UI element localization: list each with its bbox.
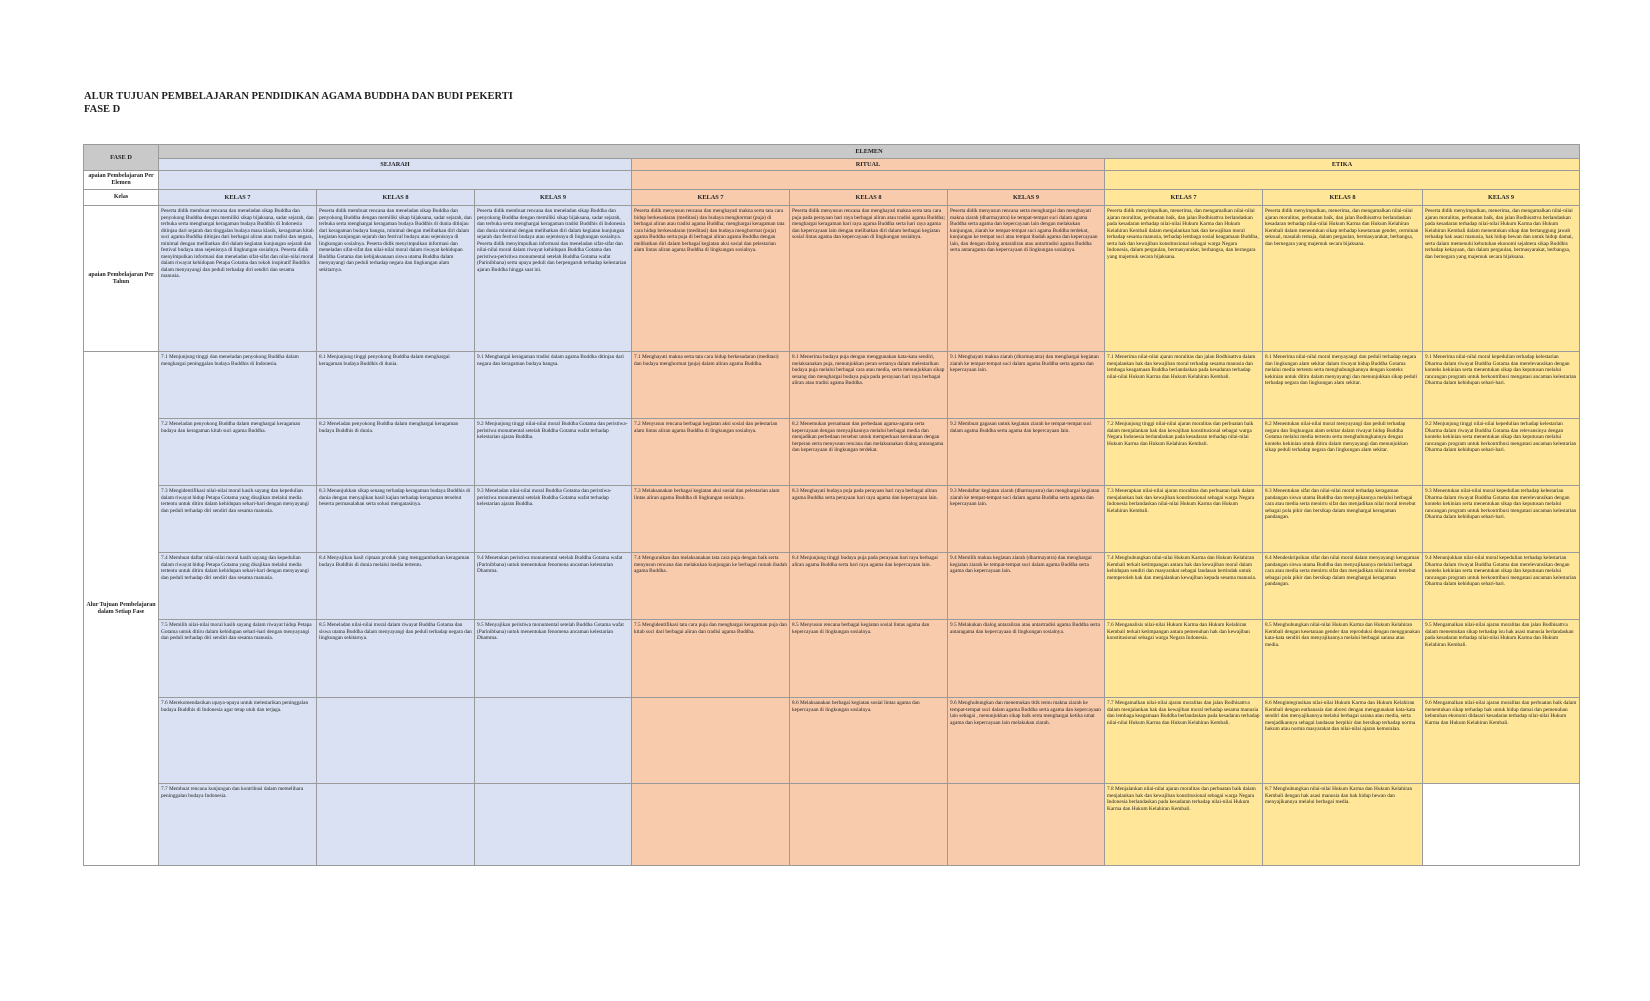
atp-cell-ritual: 8.3 Menghayati budaya puja pada perayaan hari raya berbagai aliran agama Buddha serta perayaan hari raya agama dan kepercayaan lain.: [790, 486, 948, 553]
atp-cell-etika: 8.2 Menentukan nilai-nilai moral menyayangi dan peduli terhadap negara dan lingkungan alam sekitar dalam riwayat hidup Buddha Gotama melalui media tertentu serta menghubungkannya dengan konteks kekinian untuk ditiru dalam menyayangi dan menunjukkan sikap peduli terhadap negara dan lingkungan alam sekitar.: [1263, 419, 1423, 486]
atp-cell-etika: 9.1 Menerima nilai-nilai moral kepedulian terhadap kelestarian Dharma dalam riwayat Buddha Gotama dan merelevansikan dengan konteks kekinian serta menentukan sikap dan keputusan melalui rancangan program untuk berkontribusi mengatasi ancaman kelestarian Dharma dalam kehidupan sehari-hari.: [1423, 352, 1580, 419]
kelas-header-sejarah: KELAS 8: [317, 190, 475, 206]
atp-cell-etika: 7.1 Menerima nilai-nilai ajaran moralitas dan jalan Bodhisattva dalam menjalankan hak dan kewajiban moral terhadap sesama manusia dan lembaga keagamaan Buddha berlandaskan pada kesadaran terhadap nilai-nilai Hukum Karma dan Hukum Kelahiran Kembali.: [1105, 352, 1263, 419]
atp-cell-sejarah: [317, 698, 475, 784]
atp-cell-etika: 9.4 Menunjukkan nilai-nilai moral kepedulian terhadap kelestarian Dharma dalam riwayat Buddha Gotama dan merelevansikan dengan konteks kekinian serta menentukan sikap dan keputusan melalui rancangan program untuk berkontribusi mengatasi ancaman kelestarian Dharma dalam kehidupan sehari-hari.: [1423, 553, 1580, 620]
atp-cell-etika: 8.4 Mendeskripsikan sifat dan nilai moral dalam menyayangi keragaman pandangan siswa utama Buddha dan menyajikannya melalui berbagai cara atau media serta menirru sifat dan menjadikan nilai moral tersebut sebagai pola pikir dan bersikap dalam menghargai keragaman pandangan.: [1263, 553, 1423, 620]
sejarah-header: SEJARAH: [159, 159, 632, 171]
title-line-1: ALUR TUJUAN PEMBELAJARAN PENDIDIKAN AGAMA BUDDHA DAN BUDI PEKERTI: [84, 91, 513, 102]
atp-cell-ritual: 7.4 Menguraikan dan melaksanakan tata cara puja dengan baik serta menyusun rencana dan melakukan kunjungan ke berbagai rumah ibadah agama Buddha.: [632, 553, 790, 620]
atp-cell-etika: 9.5 Mengamalkan nilai-nilai ajaran moralitas dan jalan Bodhisattva dalam menentukan sikap terhadap isu hak asasi manusia berlandaskan pada kesadaran terhadap nilai-nilai Hukum Karma dan Hukum Kelahiran Kembali.: [1423, 620, 1580, 698]
atp-cell-sejarah: 9.5 Menyajikan peristiwa monumental setelah Buddha Gotama wafat (Parinibbana) untuk menentukan fenomena ancaman kelestarian Dhamma.: [475, 620, 632, 698]
atp-cell-ritual: 9.3 Mendaftar kegiatan ziarah (dharmayatra) dan menghargai kegiatan ziarah ke tempat-tempat suci dalam agama Buddha serta agama dan kepercayaan lain.: [948, 486, 1105, 553]
atp-row: [84, 352, 1580, 419]
atp-cell-etika: 9.6 Mengamalkan nilai-nilai ajaran moralitas dan perbuatan baik dalam menentukan sikap terhadap hak untuk hidup damai dan pemenuhan kebutuhan ekonomi didasari kesadaran terhadap nilai-nilai Hukum Karma dan Hukum Kelahiran Kembali.: [1423, 698, 1580, 784]
atp-row: [84, 784, 1580, 866]
atp-cell-ritual: 8.5 Menyusun rencana berbagai kegiatan sosial lintas agama dan kepercayaan di lingkungan sosialnya.: [790, 620, 948, 698]
atp-cell-ritual: 7.1 Menghayati makna serta tata cara hidup berkesadaran (meditasi) dan budaya menghormat (puja) dalam aliran agama Buddha.: [632, 352, 790, 419]
cp-etika-cell: [1105, 171, 1580, 190]
kelas-header-ritual: KELAS 7: [632, 190, 790, 206]
atp-cell-sejarah: 7.4 Membuat daftar nilai-nilai moral kasih sayang dan kepedulian dalam riwayat hidup Petapa Gotama yang disajikan melalui media tertentu untuk ditiru dalam kehidupan sehari-hari dengan menyayangi dan peduli terhadap diri sendiri dan sesama manusia.: [159, 553, 317, 620]
atp-row: [84, 553, 1580, 620]
atp-row: [84, 698, 1580, 784]
ritual-header: RITUAL: [632, 159, 1105, 171]
cp-tahun-cell-sejarah: Peserta didik membuat rencana dan meneladan sikap Buddha dan penyokong Buddha dengan memiliki sikap bijaksana, sadar sejarah, dan terbuka serta menghargai keragaman tradisi Buddhis di Indonesia dan dunia minimal dengan melibatkan diri dalam kegiatan kunjungan sejarah dan festival budaya atau sejenisnya di lingkungan sosialnya. Peserta didik menyimpulkan informasi dan meneladan sifat-sifat dan nilai-nilai moral dalam riwayat kehidupan Buddha Gotama dan peristiwa-peristiwa monumental setelah Buddha Gotama wafat (Parinibbana) serta upaya peduli dan berpengaruh terhadap kelestarian ajaran Buddha hingga saat ini.: [475, 206, 632, 352]
cp-tahun-cell-etika: Peserta didik menyimpulkan, menerima, dan mengamalkan nilai-nilai ajaran moralitas, perbuatan baik, dan jalan Bodhisattva berlandaskan pada kesadaran terhadap nilai-nilai Hukum Karma dan Hukum Kelahiran Kembali dalam menentukan sikap dan bertanggung jawab terhadap hak asasi manusia, hak hidup hewan dan untuk hidup damai, serta dalam memenuhi kebutuhan ekonomi sejahtera sikap Buddhis terhadap kekayaan, dan dalam pergaulan, bermasyarakat, berbangsa, dan bernegara yang majemuk secara bijaksana.: [1423, 206, 1580, 352]
atp-cell-etika: 7.8 Menjalankan nilai-nilai ajaran moralitas dan perbuatan baik dalam menjalankan hak dan kewajiban konstitusional sebagai warga Negara Indonesia berlandaskan pada kesadaran terhadap nilai-nilai Hukum Karma dan Hukum Kelahiran Kembali.: [1105, 784, 1263, 866]
atp-cell-ritual: [632, 784, 790, 866]
atp-cell-ritual: 9.6 Menghubungkan dan menemukan titik temu makna ziarah ke tempat-tempat suci dalam agama Buddha serta agama dan kepercayaan lain sebagai , menunjukkan sikap baik serta menghargai ketika umat agama dan kepercayaan lain melakukan ziarah.: [948, 698, 1105, 784]
atp-cell-ritual: 7.5 Mengidentifikasi tata cara puja dan menghargai keragaman puja dan kitab suci dari berbagai aliran dan tradisi agama Buddha.: [632, 620, 790, 698]
atp-row: [84, 620, 1580, 698]
cp-tahun-label: apaian Pembelajaran Per Tahun: [84, 206, 159, 352]
atp-cell-etika: 7.6 Menganalisis nilai-nilai Hukum Karma dan Hukum Kelahiran Kembali terkait ketimpangan antara pemenuhan hak dan kewajiban konstitusional sebagai warga Negara Indonesia.: [1105, 620, 1263, 698]
atp-cell-ritual: 9.1 Menghayati makna ziarah (dharmayatra) dan menghargai kegiatan ziarah ke tempat-tempat suci dalam agama Buddha serta agama dan kepercayaan lain.: [948, 352, 1105, 419]
atp-cell-sejarah: [475, 698, 632, 784]
atp-label: Alur Tujuan Pembelajaran dalam Setiap Fase: [84, 352, 159, 866]
atp-cell-etika: 9.3 Menentukan nilai-nilai moral kepedulian terhadap kelestarian Dharma dalam riwayat Buddha Gotama dan merelevansikan dengan konteks kekinian serta menentukan sikap dan keputusan melalui rancangan program untuk berkontribusi mengatasi ancaman kelestarian Dharma dalam kehidupan sehari-hari.: [1423, 486, 1580, 553]
atp-cell-sejarah: 7.5 Memilih nilai-nilai moral kasih sayang dalam riwayat hidup Petapa Gotama untuk ditiru dalam kehidupan sehari-hari dengan menyayangi dan peduli terhadap diri sendiri dan sesama manusia.: [159, 620, 317, 698]
atp-cell-etika: 7.4 Menghubungkan nilai-nilai Hukum Karma dan Hukum Kelahiran Kembali terkait ketimpangan antara hak dan kewajiban moral dalam kehidupan sendiri dan masyarakat sebagai landasan bertindak untuk memperoleh hak dan menjalankan kewajiban kepada sesama manusia.: [1105, 553, 1263, 620]
atp-cell-ritual: 8.1 Menerima budaya puja dengan menggunakan kata-kata sendiri, melaksanakan puja, menunjukkan peran sertanya dalam melestarikan budaya puja melalui berbagai cara atau media, serta menunjukkan sikap senang dan menghargai budaya puja pada perayaan hari raya berbagai aliran atau tradisi agama Buddha.: [790, 352, 948, 419]
atp-cell-ritual: [632, 698, 790, 784]
kelas-header-ritual: KELAS 9: [948, 190, 1105, 206]
atp-cell-sejarah: 9.3 Meneladan nilai-nilai moral Buddha Gotama dan peristiwa-peristiwa monumental setelah Buddha Gotama wafat terhadap kelestarian ajaran Buddha.: [475, 486, 632, 553]
atp-cell-ritual: [790, 784, 948, 866]
atp-cell-sejarah: 7.7 Membuat rencana kunjungan dan kontribusi dalam memelihara peninggalan budaya Indonesia.: [159, 784, 317, 866]
cp-tahun-cell-ritual: Peserta didik menyusun rencana dan menghayati makna serta tata cara puja pada perayaan hari raya berbagai aliran atau tradisi agama Buddha; menghargai keragaman hari raya agama Buddha serta hari raya agama dan kepercayaan lain dengan melibatkan diri dalam berbagai kegiatan sosial lintas agama dan kepercayaan di lingkungan sosialnya.: [790, 206, 948, 352]
atp-cell-etika: 7.3 Menerapkan nilai-nilai ajaran moralitas dan perbuatan baik dalam menjalankan hak dan kewajiban konstitusional sebagai warga Negara Indonesia berlandaskan nilai-nilai Hukum Karma dan Hukum Kelahiran Kembali.: [1105, 486, 1263, 553]
fase-header: FASE D: [84, 145, 159, 171]
cp-ritual-cell: [632, 171, 1105, 190]
kelas-header-sejarah: KELAS 7: [159, 190, 317, 206]
cp-tahun-cell-sejarah: Peserta didik membuat rencana dan meneladan sikap Buddha dan penyokong Buddha dengan memiliki sikap bijaksana, sadar sejarah, dan terbuka serta menghargai keragaman budaya Buddhis di Indonesia ditinjau dari sejarah dan tinggalan budaya masa klasik, keragaman kitab suci agama Buddha ditinjau dari berbagai aliran atau tradisi dan negara, minimal dengan melibatkan diri dalam kegiatan kunjungan sejarah dan festival budaya atau sejenisnya di lingkungan sosialnya. Peserta didik menyimpulkan informasi dan meneladan sifat-sifat dan nilai-nilai moral dalam riwayat kehidupan Petapa Gotama dan tokoh inspiratif Buddhis dalam menyayangi dan peduli terhadap diri sendiri dan sesama manusia.: [159, 206, 317, 352]
title-line-2: FASE D: [84, 104, 121, 115]
cp-tahun-cell-ritual: Peserta didik menyusun rencana dan menghayati makna serta tata cara hidup berkesadaran (meditasi) dan budaya menghormat (puja) di berbagai aliran atau tradisi agama Buddha; menghargai keragaman tata cara hidup berkesadaran (meditasi) dan budaya menghormat (puja) agama Buddha serta puja di berbagai aliran agama Buddha dengan melibatkan diri dalam berbagai kegiatan aksi sosial dan pelestarian alam lintas aliran agama Buddha di lingkungan sosialnya.: [632, 206, 790, 352]
atp-cell-ritual: 8.2 Menemukan persamaan dan perbedaan agama-agama serta kepercayaan dengan menyajikannya melalui berbagai media dan menjadikan perbedaan tersebut untuk memperkuat kerukunan dengan berperan serta menyusun rencana dan melaksanakan dialog antaragama dan kepercayaan di lingkungan terdekat.: [790, 419, 948, 486]
atp-cell-sejarah: 8.5 Meneladan nilai-nilai moral dalam riwayat Buddha Gotama dan siswa utama Buddha dalam menyayangi dan peduli terhadap negara dan lingkungan sekitarnya.: [317, 620, 475, 698]
kelas-header-sejarah: KELAS 9: [475, 190, 632, 206]
kelas-label: Kelas: [84, 190, 159, 206]
cp-tahun-cell-etika: Peserta didik menyimpulkan, menerima, dan mengamalkan nilai-nilai ajaran moralitas, perbuatan baik, dan jalan Bodhisattva berlandaskan kesadaran terhadap nilai-nilai Hukum Karma dan Hukum Kelahiran Kembali dalam menentukan sikap terhadap kesetaraan gender, cerminan seksual, masalah remaja, dalam pergaulan, bermasyarakat, berbangsa, dan bernegara yang majemuk secara bijaksana.: [1263, 206, 1423, 352]
atp-cell-sejarah: 9.1 Menghargai keragaman tradisi dalam agama Buddha ditinjau dari negara dan keragaman budaya bangsa.: [475, 352, 632, 419]
atp-cell-sejarah: 9.2 Menjunjung tinggi nilai-nilai moral Buddha Gotama dan peristiwa-peristiwa monumental setelah Buddha Gotama wafat terhadap kelestarian ajaran Buddha.: [475, 419, 632, 486]
atp-cell-etika: 8.3 Menentukan sifat dan nilai-nilai moral terhadap keragaman pandangan siswa utama Buddha dan menyajikannya melalui berbagai cara atau media serta menirru sifat dan menjadikan nilai moral tersebut sebagai pola pikir dan bersikap dalam menghargai keragaman pandangan.: [1263, 486, 1423, 553]
atp-cell-etika: 8.7 Menghubungkan nilai-nilai Hukum Karma dan Hukum Kelahiran Kembali dengan hak asasi manusia dan hak hidup hewan dan menyajikannya melalui berbagai media.: [1263, 784, 1423, 866]
kelas-header-etika: KELAS 7: [1105, 190, 1263, 206]
cp-per-elemen-label: apaian Pembelajaran Per Elemen: [84, 171, 159, 190]
atp-cell-etika: 7.7 Mengamalkan nilai-nilai ajaran moralitas dan jalan Bodhisattva dalam menjalankan hak dan kewajiban moral terhadap sesama manusia dan lembaga keagamaan Buddha berlandaskan pada kesadaran terhadap nilai-nilai Hukum Karma dan Hukum Kelahiran Kembali.: [1105, 698, 1263, 784]
atp-cell-sejarah: 7.3 Mengidentifikasi nilai-nilai moral kasih sayang dan kepedulian dalam riwayat hidup Petapa Gotama yang disajikan melalui media tertentu untuk ditiru dalam kehidupan sehari-hari dengan menyayangi dan peduli terhadap diri sendiri dan sesama manusia.: [159, 486, 317, 553]
atp-cell-etika: 8.1 Menerima nilai-nilai moral menyayangi dan peduli terhadap negara dan lingkungan alam sekitar dalam riwayat hidup Buddha Gotama melalui media tertentu serta menghubungkannya dengan konteks kekinian untuk ditiru dalam menyayangi dan menunjukkan sikap peduli terhadap negara dan lingkungan alam sekitar.: [1263, 352, 1423, 419]
atp-cell-ritual: 9.5 Melakukan dialog antaraliran atau antartradisi agama Buddha serta antaragama dan kepercayaan di lingkungan sosialnya.: [948, 620, 1105, 698]
elemen-header: ELEMEN: [159, 145, 1580, 159]
atp-cell-sejarah: [317, 784, 475, 866]
atp-cell-ritual: 8.6 Melaksanakan berbagai kegiatan sosial lintas agama dan kepercayaan di lingkungan sosialnya.: [790, 698, 948, 784]
document-title: [84, 90, 513, 116]
atp-cell-sejarah: 9.4 Menetukan peristiwa monumental setelah Buddha Gotama wafat (Parinibbana) untuk menentukan fenomena ancaman kelestarian Dhamma.: [475, 553, 632, 620]
atp-cell-sejarah: 7.1 Menjunjung tinggi dan meneladan penyokong Buddha dalam menghargai peninggalan budaya Buddhis di Indonesia.: [159, 352, 317, 419]
atp-cell-sejarah: 8.4 Menyajikan hasil ciptaan produk yang menggambarkan keragaman budaya Buddhis di dunia melalui media tertentu.: [317, 553, 475, 620]
cp-tahun-cell-etika: Peserta didik menyimpulkan, menerima, dan mengamalkan nilai-nilai ajaran moralitas, perbuatan baik, dan jalan Bodhisattva berlandaskan pada kesadaran terhadap nilai-nilai Hukum Karma dan Hukum Kelahiran Kembali dalam menjalankan hak dan kewajiban moral terhadap sesama manusia, terhadap lembaga sosial keagamaan Buddha, serta hak dan kewajiban konstitusional sebagai warga Negara Indonesia, dalam pergaulan, bermasyarakat, berbangsa, dan bernegara yang majemuk secara bijaksana.: [1105, 206, 1263, 352]
atp-cell-ritual: 9.2 Membuat gagasan untuk kegiatan ziarah ke tempat-tempat suci dalam agama Buddha serta agama dan kepercayaan lain.: [948, 419, 1105, 486]
atp-row: [84, 419, 1580, 486]
atp-row: [84, 486, 1580, 553]
atp-cell-etika: 8.6 Mengintegrasikan nilai-nilai Hukum Karma dan Hukum Kelahiran Kembali dengan euthanasia dan aborsi dengan menggunakan kata-kata sendiri dan menyajikannya melalui berbagai sarana atau media, serta menjadikannya sebagai landasan berpikir dan bersikap terhadap norma hukum atau norma masyarakat dan nilai-nilai ajaran kemoralan.: [1263, 698, 1423, 784]
atp-cell-ritual: 7.2 Menyusun rencana berbagai kegiatan aksi sosial dan pelestarian alam lintas aliran agama Buddha di lingkungan sosialnya.: [632, 419, 790, 486]
atp-cell-sejarah: 8.1 Menjunjung tinggi penyokong Buddha dalam menghargai keragaman budaya Buddhis di dunia.: [317, 352, 475, 419]
atp-cell-ritual: [948, 784, 1105, 866]
etika-header: ETIKA: [1105, 159, 1580, 171]
atp-cell-sejarah: 7.6 Merekomendasikan upaya-upaya untuk melestarikan peninggalan budaya Buddhis di Indonesia agar tetap utuh dan terjaga.: [159, 698, 317, 784]
atp-cell-ritual: 8.4 Menjunjung tinggi budaya puja pada perayaan hari raya berbagai aliran agama Buddha serta hari raya agama dan kepercayaan lain.: [790, 553, 948, 620]
cp-sejarah-cell: [159, 171, 632, 190]
atp-cell-ritual: 7.3 Melaksanakan berbagai kegiatan aksi sosial dan pelestarian alam lintas aliran agama Buddha di lingkungan sosialnya.: [632, 486, 790, 553]
atp-cell-etika: [1423, 784, 1580, 866]
kelas-header-ritual: KELAS 8: [790, 190, 948, 206]
kelas-header-etika: KELAS 8: [1263, 190, 1423, 206]
atp-cell-ritual: 9.4 Memilih makna kegiatan ziarah (dharmayatra) dan menghargai kegiatan ziarah ke tempat-tempat suci dalam agama Buddha serta agama dan kepercayaan lain.: [948, 553, 1105, 620]
atp-cell-etika: 7.2 Menjunjung tinggi nilai-nilai ajaran moralitas dan perbuatan baik dalam menjalankan hak dan kewajiban konstitusional sebagai warga Negara Indonesia berlandaskan pada kesadaran terhadap nilai-nilai Hukum Karma dan Hukum Kelahiran Kembali.: [1105, 419, 1263, 486]
kelas-header-etika: KELAS 9: [1423, 190, 1580, 206]
cp-tahun-cell-sejarah: Peserta didik membuat rencana dan meneladan sikap Buddha dan penyokong Buddha dengan memiliki sikap bijaksana, sadar sejarah, dan terbuka serta menghargai keragaman budaya Buddhis di dunia ditinjau dari keragaman budaya bangsa, minimal dengan melibatkan diri dalam kegiatan kunjungan sejarah dan festival budaya atau sejenisnya di lingkungan sosialnya. Peserta didik menyimpulkan informasi dan meneladan sifat-sifat dan nilai-nilai moral dalam riwayat kehidupan Buddha Gotama dan kebijaksanaan siswa utama Buddha dalam menyayangi dan peduli terhadap negara dan lingkungan alam sekitarnya.: [317, 206, 475, 352]
atp-cell-sejarah: 8.2 Meneladan penyokong Buddha dalam menghargai keragaman budaya Buddhis di dunia.: [317, 419, 475, 486]
atp-cell-sejarah: 8.3 Menunjukkan sikap senang terhadap keragaman budaya Buddhis di dunia dengan menyajikan hasil kajian terhadap keragaman tersebut beserta permasalahan serta solusi mengatasinya.: [317, 486, 475, 553]
cp-tahun-cell-ritual: Peserta didik menyusun rencana serta menghargai dan menghayati makna ziarah (dharmayatra) ke tempat-tempat suci dalam agama Buddha serta agama dan kepercayaan lain dengan melakukan kunjungan, ziarah ke tempat-tempat suci agama Buddha terdekat, kunjungan ke tempat suci atau tempat ibadah agama dan kepercayaan lain, dan dengan dialog antaraliran atau antartradisi agama Buddha serta antaragama dan kepercayaan di lingkungan sosialnya.: [948, 206, 1105, 352]
atp-cell-sejarah: [475, 784, 632, 866]
atp-cell-etika: 8.5 Menghubungkan nilai-nilai Hukum Karma dan Hukum Kelahiran Kembali dengan kesetaraan gender dan reproduksi dengan menggunakan kata-kata sendiri dan menyajikannya melalui berbagai sarana atau media.: [1263, 620, 1423, 698]
atp-table: [83, 144, 1580, 866]
atp-cell-etika: 9.2 Menjunjung tinggi nilai-nilai kepedulian terhadap kelestarian Dharma dalam riwayat Buddha Gotama dan relevansinya dengan konteks kekinian serta menentukan sikap dan keputusan melalui rancangan program untuk berkontribusi mengatasi ancaman kelestarian Dharma dalam kehidupan sehari-hari.: [1423, 419, 1580, 486]
atp-cell-sejarah: 7.2 Meneladan penyokong Buddha dalam menghargai keragaman budaya dan keragaman kitab suci agama Buddha.: [159, 419, 317, 486]
